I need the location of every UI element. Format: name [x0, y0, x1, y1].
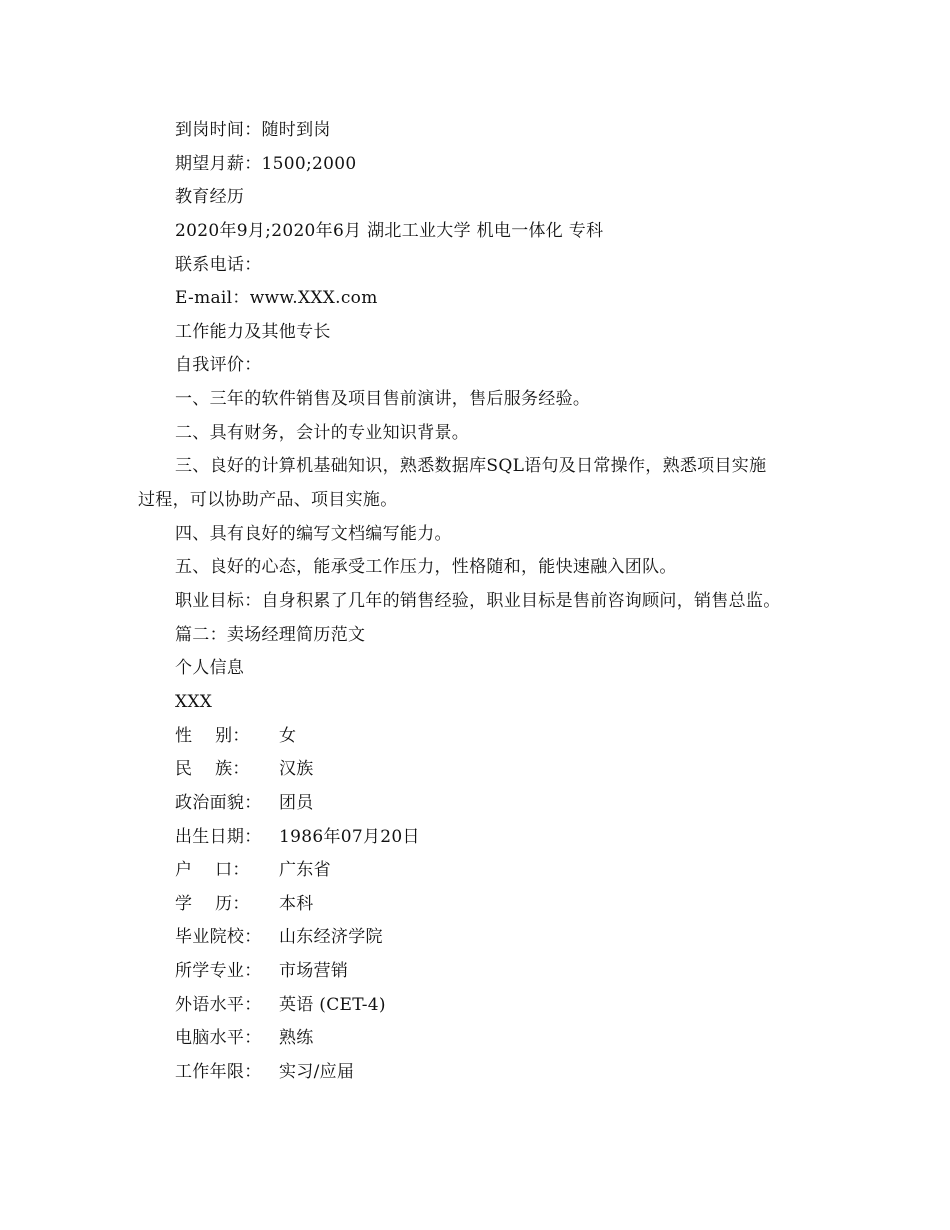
ethnicity-label: 民 族： — [175, 759, 250, 779]
candidate-name: XXX — [175, 692, 213, 712]
computer-skill-label: 电脑水平： — [175, 1028, 262, 1048]
school-label: 毕业院校： — [175, 927, 262, 947]
household-label: 户 口： — [175, 860, 250, 880]
part-two-title: 篇二：卖场经理简历范文 — [175, 625, 366, 645]
personal-info-heading: 个人信息 — [175, 658, 245, 678]
major-value: 市场营销 — [279, 961, 349, 981]
skills-heading: 工作能力及其他专长 — [175, 322, 331, 342]
school-value: 山东经济学院 — [279, 927, 383, 947]
language-label: 外语水平： — [175, 995, 262, 1015]
career-goal: 职业目标：自身积累了几年的销售经验，职业目标是售前咨询顾问，销售总监。 — [175, 591, 781, 611]
household-value: 广东省 — [279, 860, 331, 880]
political-status-label: 政治面貌： — [175, 793, 262, 813]
computer-skill-value: 熟练 — [279, 1028, 314, 1048]
education-heading: 教育经历 — [175, 187, 245, 207]
birth-date-label: 出生日期： — [175, 827, 262, 847]
self-eval-item-5: 五、良好的心态，能承受工作压力，性格随和，能快速融入团队。 — [175, 557, 677, 577]
degree-value: 本科 — [279, 894, 314, 914]
degree-label: 学 历： — [175, 894, 250, 914]
self-eval-item-1: 一、三年的软件销售及项目售前演讲，售后服务经验。 — [175, 389, 591, 409]
self-eval-item-3-continued: 过程，可以协助产品、项目实施。 — [138, 490, 398, 510]
education-entry: 2020年9月;2020年6月 湖北工业大学 机电一体化 专科 — [175, 221, 604, 241]
work-years-label: 工作年限： — [175, 1062, 262, 1082]
ethnicity-value: 汉族 — [279, 759, 314, 779]
self-eval-item-2: 二、具有财务，会计的专业知识背景。 — [175, 423, 470, 443]
expected-salary: 期望月薪：1500;2000 — [175, 154, 357, 174]
email-line: E-mail：www.XXX.com — [175, 288, 378, 308]
gender-label: 性 别： — [175, 726, 250, 746]
self-eval-item-4: 四、具有良好的编写文档编写能力。 — [175, 524, 452, 544]
work-years-value: 实习/应届 — [279, 1062, 355, 1082]
arrival-time: 到岗时间：随时到岗 — [175, 120, 331, 140]
self-evaluation-label: 自我评价： — [175, 355, 262, 375]
political-status-value: 团员 — [279, 793, 314, 813]
language-value: 英语 (CET-4) — [279, 995, 386, 1015]
gender-value: 女 — [279, 726, 297, 746]
birth-date-value: 1986年07月20日 — [279, 827, 420, 847]
phone-line: 联系电话： — [175, 255, 262, 275]
major-label: 所学专业： — [175, 961, 262, 981]
self-eval-item-3: 三、良好的计算机基础知识，熟悉数据库SQL语句及日常操作，熟悉项目实施 — [175, 456, 767, 476]
